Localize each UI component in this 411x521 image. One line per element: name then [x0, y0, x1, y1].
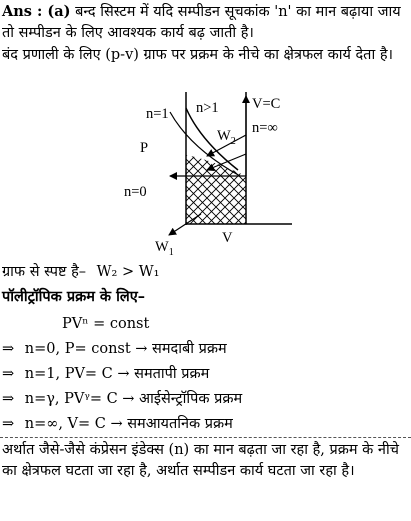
process-row-text: n=0, P= const → समदाबी प्रक्रम	[24, 341, 227, 357]
label-n1: n=1	[146, 106, 169, 122]
work-relation: W₂ > W₁	[96, 264, 160, 280]
label-n0: n=0	[124, 184, 147, 200]
answer-paragraph-2: बंद प्रणाली के लिए (p-v) ग्राफ पर प्रक्रम के नीचे का क्षेत्रफल कार्य देता है।	[2, 47, 394, 63]
polytropic-equation: PVⁿ = const	[62, 316, 150, 332]
graph-conclusion	[2, 262, 159, 282]
label-n-gt-1: n>1	[196, 100, 219, 116]
label-p: P	[140, 140, 149, 156]
implies-icon: ⇒	[2, 366, 15, 382]
process-row-text: n=∞, V= C → समआयतनिक प्रक्रम	[24, 416, 233, 432]
label-n-inf: n=∞	[252, 120, 278, 136]
label-v: V	[222, 230, 233, 246]
footer-paragraph: अर्थात जैसे-जैसे कंप्रेसन इंडेक्स (n) का मान बढ़ता जा रहा है, प्रक्रम के नीचे का क्षेत्रफल घटता जा रहा है, अर्थात सम्पीडन कार्य घटता जा रहा है।	[2, 442, 399, 479]
label-w1: $W_1$	[155, 239, 174, 258]
label-w2: $W_2$	[217, 128, 236, 147]
process-row-text: n=1, PV= C → समतापी प्रक्रम	[24, 366, 210, 382]
process-row-text: n=γ, PVᵞ= C → आईसेन्ट्रॉपिक प्रक्रम	[24, 391, 243, 407]
process-row	[2, 364, 209, 384]
process-row	[2, 414, 233, 434]
answer-prefix: Ans : (a)	[2, 3, 71, 20]
process-row	[2, 389, 242, 409]
hatched-work-area	[186, 155, 246, 224]
implies-icon: ⇒	[2, 391, 15, 407]
polytropic-heading: पॉलीट्रॉपिक प्रक्रम के लिए–	[2, 288, 145, 305]
graph-conclusion-text: ग्राफ से स्पष्ट है–	[2, 264, 87, 280]
label-v-const: V=C	[252, 96, 281, 112]
implies-icon: ⇒	[2, 416, 15, 432]
implies-icon: ⇒	[2, 341, 15, 357]
divider	[0, 437, 411, 438]
process-row	[2, 339, 227, 359]
answer-text-1: बन्द सिस्टम में यदि सम्पीडन सूचकांक 'n' का मान बढ़ाया जाय तो सम्पीडन के लिए आवश्यक कार्य बढ़ जाती है।	[2, 4, 401, 41]
